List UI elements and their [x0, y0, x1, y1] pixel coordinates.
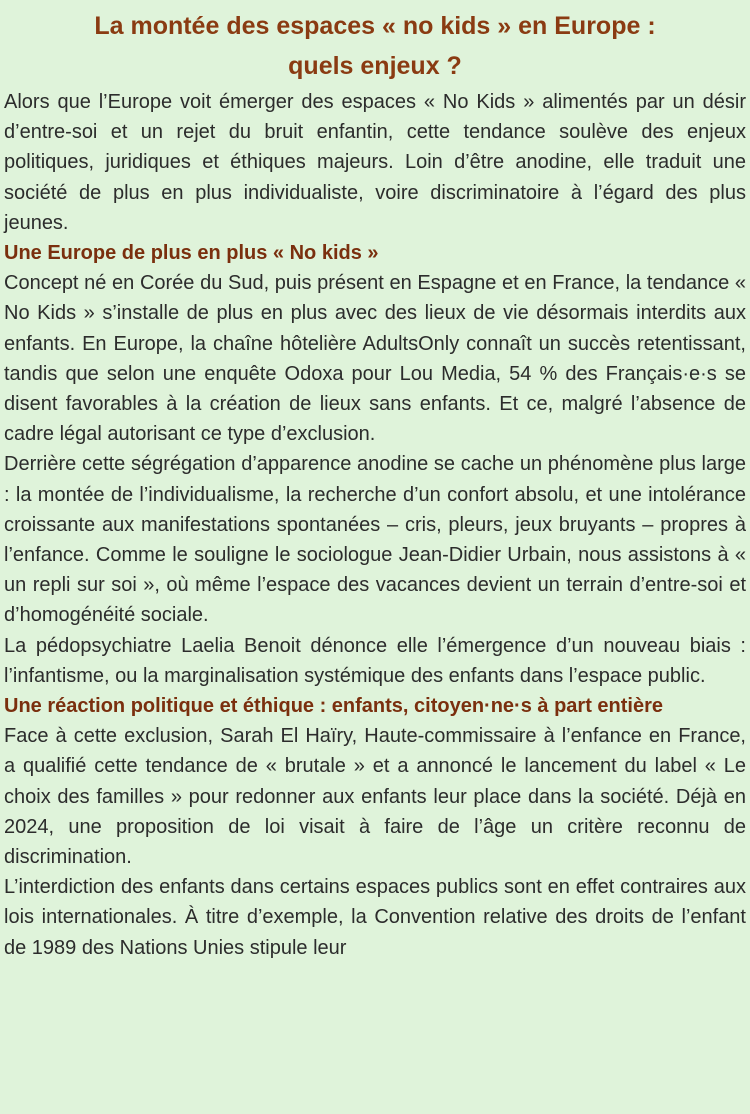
article-title: La montée des espaces « no kids » en Europe : — [94, 12, 656, 40]
paragraph: Concept né en Corée du Sud, puis présent en Espagne et en France, la tendance « No Kids » s’installe de plus en plus avec des lieux de vie désormais interdits aux enfants. En Europe, la chaîne hôtelière AdultsOnly connaît un succès retentissant, tandis que selon une enquête Odoxa pour Lou Media, 54 % des Français·e·s se disent favorables à la création de lieux sans enfants. Et ce, malgré l’absence de cadre légal autorisant ce type d’exclusion. — [4, 272, 746, 446]
paragraph: La pédopsychiatre Laelia Benoit dénonce elle l’émergence d’un nouveau biais : l’infantisme, ou la marginalisation systémique des enfants dans l’espace public. — [4, 634, 746, 687]
section-heading-political-reaction: Une réaction politique et éthique : enfants, citoyen·ne·s à part entière — [4, 695, 664, 718]
paragraph: Derrière cette ségrégation d’apparence anodine se cache un phénomène plus large : la montée de l’individualisme, la recherche d’un confort absolu, et une intolérance croissante aux manifestations spontanées – cris, pleurs, jeux bruyants – propres à l’enfance. Comme le souligne le sociologue Jean-Didier Urbain, nous assistons à « un repli sur soi », où même l’espace des vacances devient un terrain d’entre-soi et d’homogénéité sociale. — [4, 453, 746, 627]
intro-paragraph: Alors que l’Europe voit émerger des espaces « No Kids » alimentés par un désir d’entre-soi et un rejet du bruit enfantin, cette tendance soulève des enjeux politiques, juridiques et éthiques majeurs. Loin d’être anodine, elle traduit une société de plus en plus individualiste, voire discriminatoire à l’égard des plus jeunes. — [4, 91, 746, 234]
section-heading-no-kids-europe: Une Europe de plus en plus « No kids » — [4, 242, 379, 265]
article-title-line-2: quels enjeux ? — [288, 52, 462, 80]
paragraph: Face à cette exclusion, Sarah El Haïry, Haute-commissaire à l’enfance en France, a qualifié cette tendance de « brutale » et a annoncé le lancement du label « Le choix des familles » pour redonner aux enfants leur place dans la société. Déjà en 2024, une proposition de loi visait à faire de l’âge un critère reconnu de discrimination. — [4, 725, 746, 869]
paragraph: L’interdiction des enfants dans certains espaces publics sont en effet contraires aux lois internationales. À titre d’exemple, la Convention relative des droits de l’enfant de 1989 des Nations Unies stipule leur — [4, 876, 746, 959]
